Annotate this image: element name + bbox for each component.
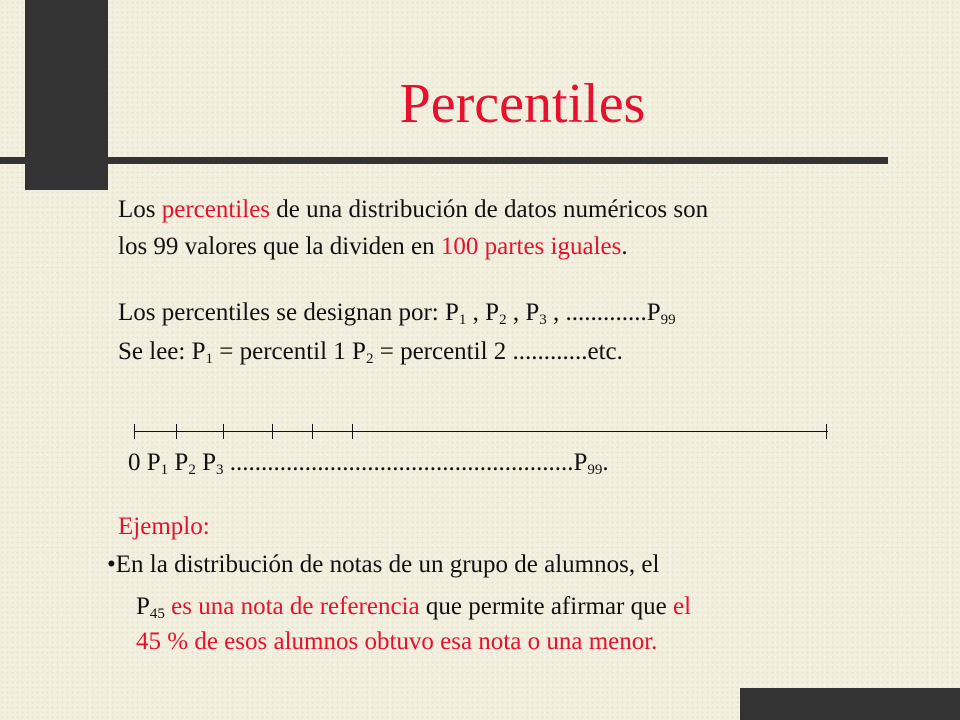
- designation-text: = percentil 2 ............etc.: [373, 338, 623, 365]
- subscript: 99: [587, 462, 603, 478]
- axis-labels: [128, 448, 609, 478]
- designation-text: Los percentiles se designan por: P: [118, 299, 459, 326]
- example-line-3: 45 % de esos alumnos obtuvo esa nota o una menor.: [136, 628, 658, 655]
- percentile-number-line: [134, 420, 828, 442]
- subscript: 1: [160, 462, 169, 478]
- example-heading: Ejemplo:: [118, 513, 210, 540]
- decorative-dark-line: [0, 157, 888, 164]
- designation-text: , P: [506, 299, 540, 326]
- example-text: que permite afirmar que: [419, 593, 673, 620]
- example-bullet-line: •En la distribución de notas de un grupo de alumnos, el: [107, 551, 660, 578]
- definition-highlight-percentiles: percentiles: [161, 196, 271, 223]
- definition-text: de una distribución de datos numéricos son: [270, 196, 709, 223]
- example-highlight-reference: es una nota de referencia: [164, 593, 420, 620]
- subscript: 1: [458, 312, 467, 328]
- definition-text: Los: [118, 196, 162, 223]
- tick-0: [134, 424, 135, 439]
- number-line-axis: [134, 431, 828, 432]
- subscript: 2: [188, 462, 196, 478]
- definition-text: los 99 valores que la dividen en: [118, 233, 441, 260]
- designation-text: = percentil 1 P: [213, 338, 366, 365]
- example-text: P: [136, 593, 150, 620]
- designation-text: , .............P: [546, 299, 661, 326]
- axis-label-text: P: [168, 449, 189, 476]
- designation-line-2: [118, 337, 623, 367]
- tick-p3: [272, 424, 273, 439]
- definition-text: .: [621, 233, 628, 260]
- subscript: 3: [539, 312, 547, 328]
- subscript: 1: [205, 351, 213, 367]
- example-highlight-el: el: [672, 593, 692, 620]
- subscript: 2: [499, 312, 507, 328]
- subscript: 2: [365, 351, 374, 367]
- tick-p4: [312, 424, 313, 439]
- slide-title: Percentiles: [399, 73, 646, 135]
- tick-p2: [223, 424, 224, 439]
- designation-line-1: [118, 298, 676, 328]
- subscript: 3: [215, 462, 224, 478]
- designation-text: Se lee: P: [118, 338, 206, 365]
- axis-label-text: 0 P: [128, 449, 161, 476]
- definition-highlight-equal-parts: 100 partes iguales: [440, 233, 622, 260]
- tick-p99: [826, 424, 827, 439]
- axis-label-text: P: [195, 449, 216, 476]
- example-line-2: [136, 592, 691, 622]
- definition-line-2: [118, 232, 628, 262]
- decorative-corner-bar: [740, 688, 960, 720]
- subscript: 99: [660, 312, 676, 328]
- designation-text: , P: [466, 299, 500, 326]
- definition-line-1: [118, 195, 708, 225]
- subscript: 45: [149, 606, 165, 622]
- tick-p5: [352, 424, 353, 439]
- axis-label-text: .......................................................P: [223, 449, 588, 476]
- axis-label-text: .: [602, 449, 609, 476]
- tick-p1: [176, 424, 177, 439]
